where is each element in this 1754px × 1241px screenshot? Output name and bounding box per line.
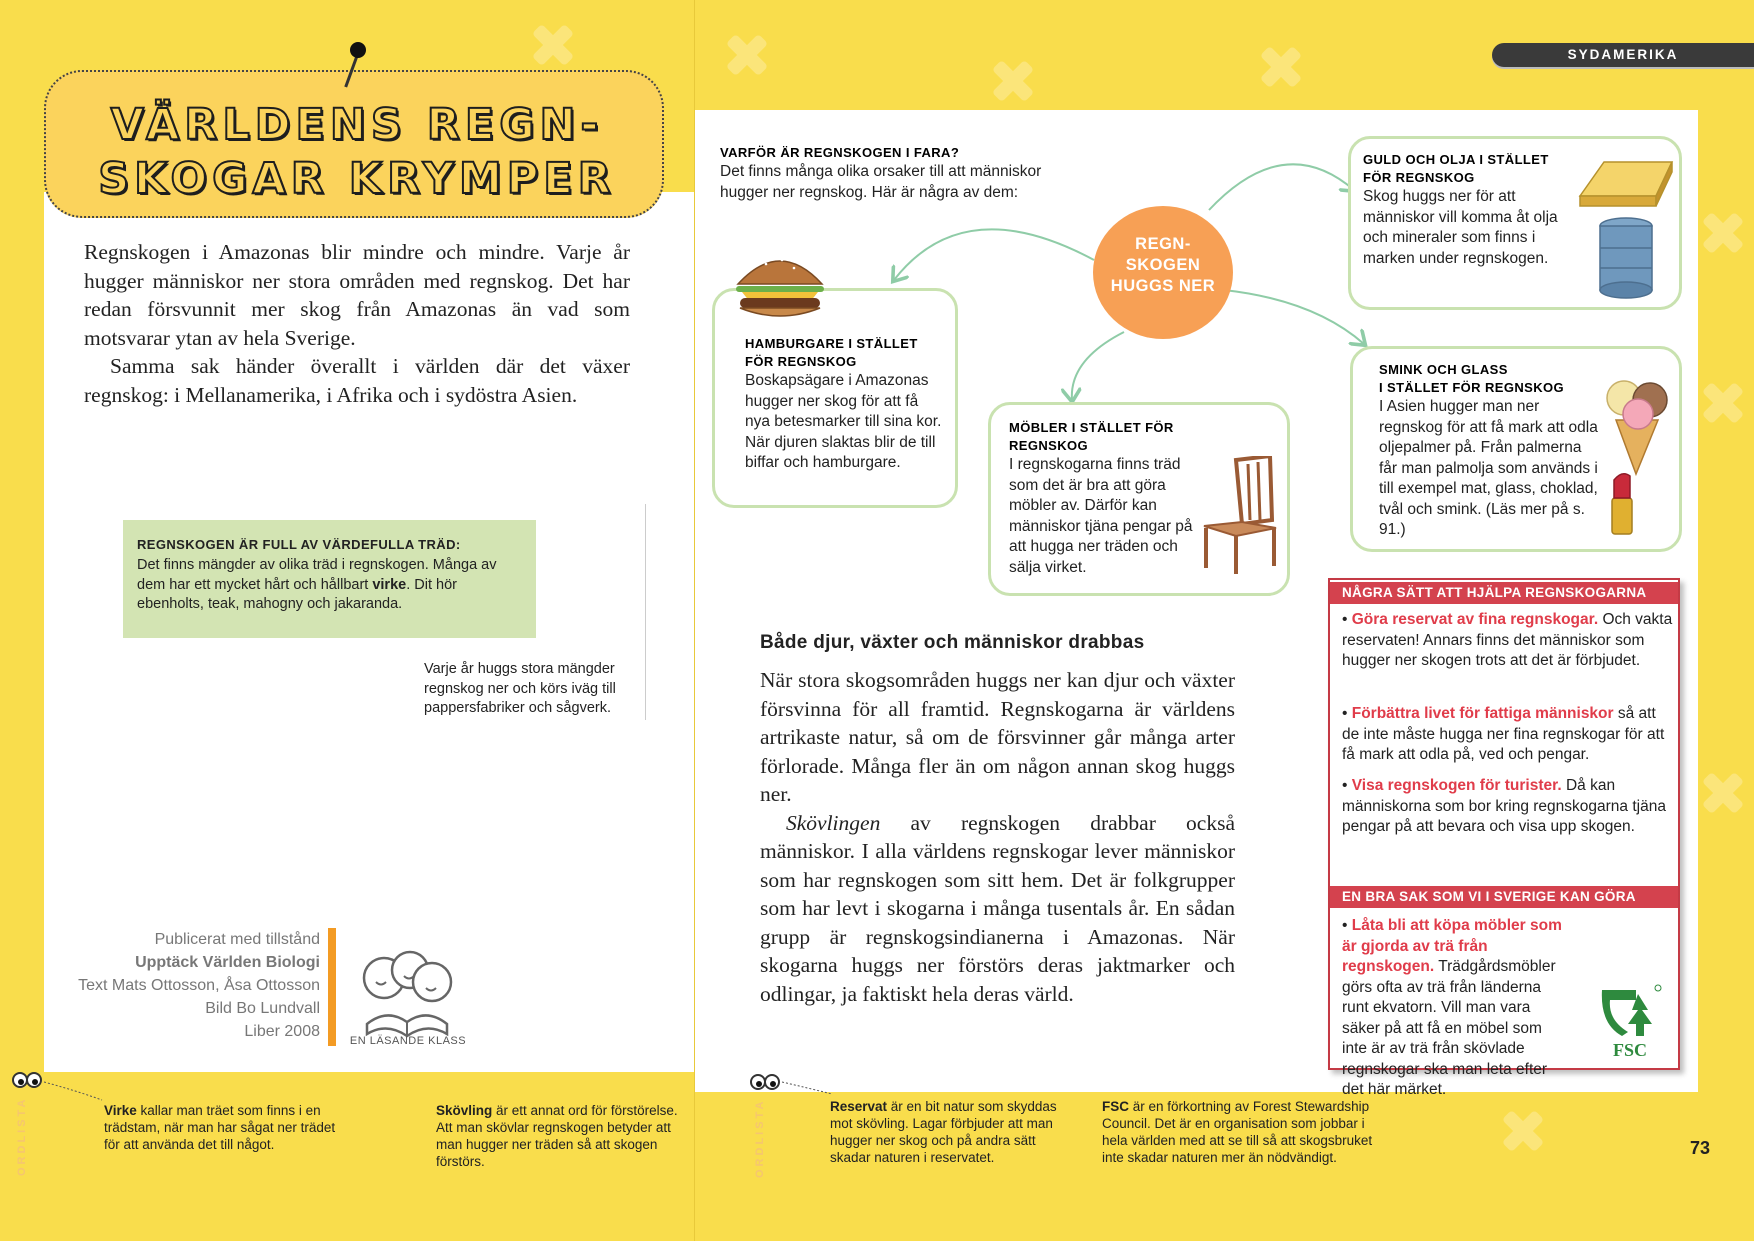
- help-bullet-4: • Låta bli att köpa möbler som är gjorda av trä från regnskogen. Trädgårdsmöbler görs ofta av trä från länderna runt ekvatorn. Vill man vara säker på att få en möbel som inte är av trä från skövlade regnskogar ska man leta efter det här märket.: [1342, 917, 1562, 1098]
- virke-term: virke: [372, 576, 407, 593]
- help-rainforest-box: [1328, 578, 1680, 1098]
- hamburger-box: HAMBURGARE I STÄLLET FÖR REGNSKOG Boskapsägare i Amazonas hugger ner skog för att få nya betesmarker till sina kor. När djuren slaktas blir de till biffar och hamburgare.: [712, 288, 958, 508]
- decor-x: [1700, 770, 1746, 816]
- eyes-icon: [750, 1074, 782, 1092]
- glossary-skovling: Skövling är ett annat ord för förstörelse. Att man skövlar regnskogen betyder att man hugger ner träden så att skogen förstörs.: [436, 1103, 678, 1169]
- article-heading: Både djur, växter och människor drabbas: [760, 632, 1145, 653]
- hamburger-icon: [730, 246, 830, 326]
- help-bullet-2: • Förbättra livet för fattiga människor så att de inte måste hugga ner fina regnskogar för att få mark att odla på, ved och pengar.: [1342, 705, 1665, 763]
- decor-x: [1500, 1108, 1546, 1154]
- reading-class-logo: [352, 946, 462, 1046]
- pin-icon: [350, 42, 366, 58]
- furniture-box: MÖBLER I STÄLLET FÖR REGNSKOG I regnskogarna finns träd som det är bra att göra möbler av. Därför kan människor tjäna pengar på att hugga ner träden och sälja virket.: [988, 402, 1290, 596]
- intro-text: [84, 238, 630, 409]
- title-line-2: SKOGAR KRYMPER: [98, 154, 616, 204]
- intro-paragraph-2: Samma sak händer överallt i världen där det växer regnskog: i Mellanamerika, i Afrika och i sydöstra Asien.: [84, 354, 630, 407]
- logo-text: EN LÄSANDE KLASS: [349, 1035, 467, 1047]
- page-title: [72, 98, 642, 206]
- article-paragraph-1: När stora skogsområden huggs ner kan djur och växter försvinna för all framtid. Regnskogarna är världens artrikaste natur, så om de försvinner går många arter förlorade. Många fler än om någon annan skog huggs ner.: [760, 668, 1235, 806]
- section-tag: SYDAMERIKA: [1492, 43, 1754, 67]
- intro-paragraph-1: Regnskogen i Amazonas blir mindre och mindre. Varje år hugger människor ner stora områden med regnskog. Det har redan försvunnit mer skog från Amazonas än vad som motsvarar ytan av hela Sverige.: [84, 240, 630, 350]
- gold-oil-box: GULD OCH OLJA I STÄLLET FÖR REGNSKOG Skog huggs ner för att människor vill komma åt olja och mineraler som finns i marken under regnskogen.: [1348, 136, 1682, 310]
- gold-bar-icon: [1576, 144, 1676, 304]
- decor-x: [1258, 44, 1304, 90]
- trees-box-text: Det finns mängder av olika träd i regnskogen. Många av dem har ett mycket hårt och hållbart virke. Dit hör ebenholts, teak, mahogny och jakaranda.: [137, 557, 497, 612]
- decor-x: [1700, 210, 1746, 256]
- center-circle: REGN- SKOGEN HUGGS NER: [1093, 206, 1233, 339]
- caption-divider: [645, 504, 646, 720]
- glossary-fsc: FSC är en förkortning av Forest Stewardship Council. Det är en organisation som jobbar i hela världen med att se till så att skogsbruket inte skadar naturen mer än nödvändigt.: [1102, 1099, 1373, 1165]
- makeup-icecream-box: SMINK OCH GLASS I STÄLLET FÖR REGNSKOG I Asien hugger man ner regnskog för att få mark att odla oljepalmer på. Från palmerna får man palmolja som används i till exempel mat, glass, choklad, tvål och smink. (Läs mer på s. 91.): [1350, 346, 1682, 552]
- article-body: [760, 666, 1235, 1008]
- ice-cream-icon: [1602, 370, 1676, 542]
- glossary-pointer: [782, 1080, 834, 1100]
- fsc-label: FSC: [1612, 1040, 1648, 1060]
- eyes-icon: [12, 1072, 44, 1090]
- help-heading: NÅGRA SÄTT ATT HJÄLPA REGNSKOGARNA: [1330, 582, 1678, 604]
- photo-caption: Varje år huggs stora mängder regnskog ner och körs iväg till pappersfabriker och sågverk.: [424, 661, 616, 716]
- article-paragraph-2: Skövlingen av regnskogen drabbar också människor. I alla världens regnskogar lever människor som har regnskogen som sitt hem. Det är folkgrupper som har levt i skogarna i många tusentals år. En sådan grupp är regnskogsindianerna i Amazonas. När skogarna huggs ner förstörs deras jaktmarker och odlingar, ja faktiskt hela deras värld.: [760, 810, 1235, 1006]
- glossary-reservat: Reservat är en bit natur som skyddas mot skövling. Lagar förbjuder att man hugger ner skog och på andra sätt skadar naturen i reservatet.: [830, 1099, 1057, 1165]
- glossary-pointer: [44, 1080, 104, 1102]
- credits: Publicerat med tillstånd Upptäck Världen Biologi Text Mats Ottosson, Åsa Ottosson Bild Bo Lundvall Liber 2008: [78, 931, 320, 1040]
- help-bullet-1: • Göra reservat av fina regnskogar. Och vakta reservaten! Annars finns det människor som hugger ner skogen trots att det är förbjudet.: [1342, 611, 1673, 669]
- decor-x: [990, 58, 1036, 104]
- trees-info-box: [123, 520, 536, 638]
- glossary-label: ORDLISTA: [16, 1096, 28, 1176]
- decor-x: [530, 22, 576, 68]
- glossary-label: ORDLISTA: [754, 1098, 766, 1178]
- credits-bar: [328, 928, 336, 1046]
- diagram-question: VARFÖR ÄR REGNSKOGEN I FARA? Det finns många olika orsaker till att människor hugger ner regnskog. Här är några av dem:: [720, 145, 1042, 201]
- decor-x: [1700, 380, 1746, 426]
- glossary-virke: Virke kallar man träet som finns i en trädstam, när man har sågat ner trädet för att använda det till något.: [104, 1103, 336, 1152]
- page-number: 73: [1690, 1138, 1711, 1158]
- decor-x: [724, 32, 770, 78]
- chair-icon: [1196, 456, 1284, 576]
- sweden-heading: EN BRA SAK SOM VI I SVERIGE KAN GÖRA: [1330, 886, 1678, 908]
- trees-box-heading: REGNSKOGEN ÄR FULL AV VÄRDEFULLA TRÄD:: [137, 537, 461, 552]
- help-bullet-3: • Visa regnskogen för turister. Då kan människorna som bor kring regnskogarna tjäna pengar på att bevara och visa upp skogen.: [1342, 777, 1666, 835]
- fsc-logo-icon: [1592, 980, 1668, 1060]
- title-line-1: VÄRLDENS REGN-: [110, 100, 604, 150]
